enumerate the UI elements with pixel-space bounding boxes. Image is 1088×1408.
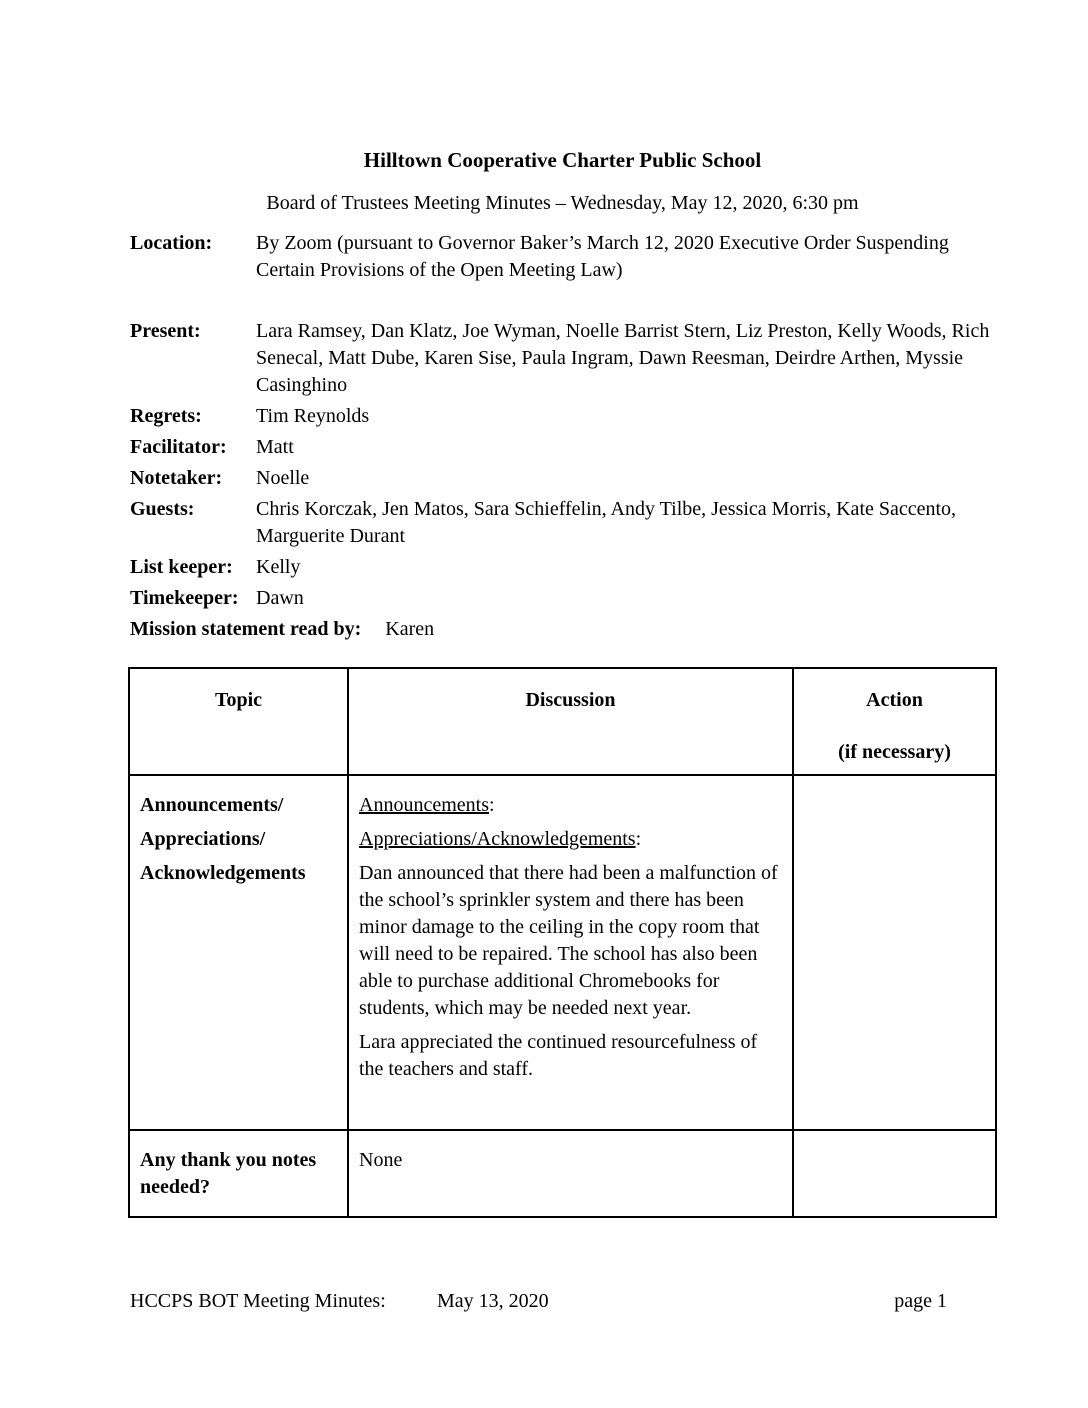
info-row-facilitator [130,434,995,461]
present-value: Lara Ramsey, Dan Klatz, Joe Wyman, Noelle Barrist Stern, Liz Preston, Kelly Woods, Rich Senecal, Matt Dube, Karen Sise, Paula Ingram, Dawn Reesman, Deirdre Arthen, Myssie Casinghino [256,320,990,396]
info-row-regrets [130,403,995,430]
notetaker-value: Noelle [256,467,310,489]
topic-line: Appreciations/ [140,828,266,850]
mission-statement-value: Karen [385,618,435,640]
document-content [130,0,995,1218]
topic-line: Acknowledgements [140,862,306,884]
info-row-mission-statement [130,616,995,643]
info-row-notetaker [130,465,995,492]
footer-document-label: HCCPS BOT Meeting Minutes: [130,1290,386,1312]
document-subtitle: Board of Trustees Meeting Minutes – Wednesday, May 12, 2020, 6:30 pm [266,192,859,214]
table-row-announcements [129,775,996,1130]
location-label: Location: [130,232,213,254]
table-header-row [129,668,996,775]
list-keeper-label: List keeper: [130,556,233,578]
mission-statement-label: Mission statement read by: [130,618,362,640]
topic-line: Announcements/ [140,794,284,816]
info-row-location [130,230,995,284]
action-header-line2: (if necessary) [838,741,951,763]
facilitator-value: Matt [256,436,294,458]
minutes-table [128,667,997,1218]
topic-line: Any thank you notes needed? [140,1149,317,1198]
present-label: Present: [130,320,201,342]
heading-colon: : [488,794,495,816]
discussion-cell-thank-you-notes [348,1130,793,1217]
facilitator-label: Facilitator: [130,436,227,458]
column-header-discussion: Discussion [348,668,793,775]
info-row-timekeeper [130,585,995,612]
info-row-present [130,318,995,399]
discussion-heading [359,826,784,853]
info-row-guests [130,496,995,550]
discussion-cell-announcements [348,775,793,1130]
notetaker-label: Notetaker: [130,467,223,489]
heading-announcements: Announcements [359,794,489,816]
timekeeper-label: Timekeeper: [130,587,239,609]
topic-cell-thank-you-notes [129,1130,348,1217]
meeting-info-section [130,230,995,643]
timekeeper-value: Dawn [256,587,304,609]
guests-label: Guests: [130,498,195,520]
column-header-topic: Topic [129,668,348,775]
discussion-paragraph: Lara appreciated the continued resourcefulness of the teachers and staff. [359,1031,758,1080]
column-header-action [793,668,996,775]
heading-appreciations: Appreciations/Acknowledgements [359,828,636,850]
regrets-value: Tim Reynolds [256,405,370,427]
discussion-paragraph: Dan announced that there had been a malfunction of the school’s sprinkler system and there has been minor damage to the ceiling in the copy room that will need to be repaired. The school has also been able to purchase additional Chromebooks for students, which may be needed next year. [359,862,778,1019]
action-header-line1: Action [866,689,923,711]
footer-date: May 13, 2020 [437,1290,549,1312]
regrets-label: Regrets: [130,405,202,427]
heading-colon: : [635,828,642,850]
topic-cell-announcements [129,775,348,1130]
info-row-list-keeper [130,554,995,581]
action-cell-announcements [793,775,996,1130]
action-cell-thank-you-notes [793,1130,996,1217]
table-row-thank-you-notes [129,1130,996,1217]
document-title: Hilltown Cooperative Charter Public School [363,148,762,172]
footer-page-number: page 1 [894,1290,947,1312]
discussion-heading [359,792,784,819]
location-value: By Zoom (pursuant to Governor Baker’s March 12, 2020 Executive Order Suspending Certain Provisions of the Open Meeting Law) [256,232,949,281]
guests-value: Chris Korczak, Jen Matos, Sara Schieffelin, Andy Tilbe, Jessica Morris, Kate Saccento, Marguerite Durant [256,498,957,547]
discussion-paragraph: None [359,1149,403,1171]
list-keeper-value: Kelly [256,556,301,578]
